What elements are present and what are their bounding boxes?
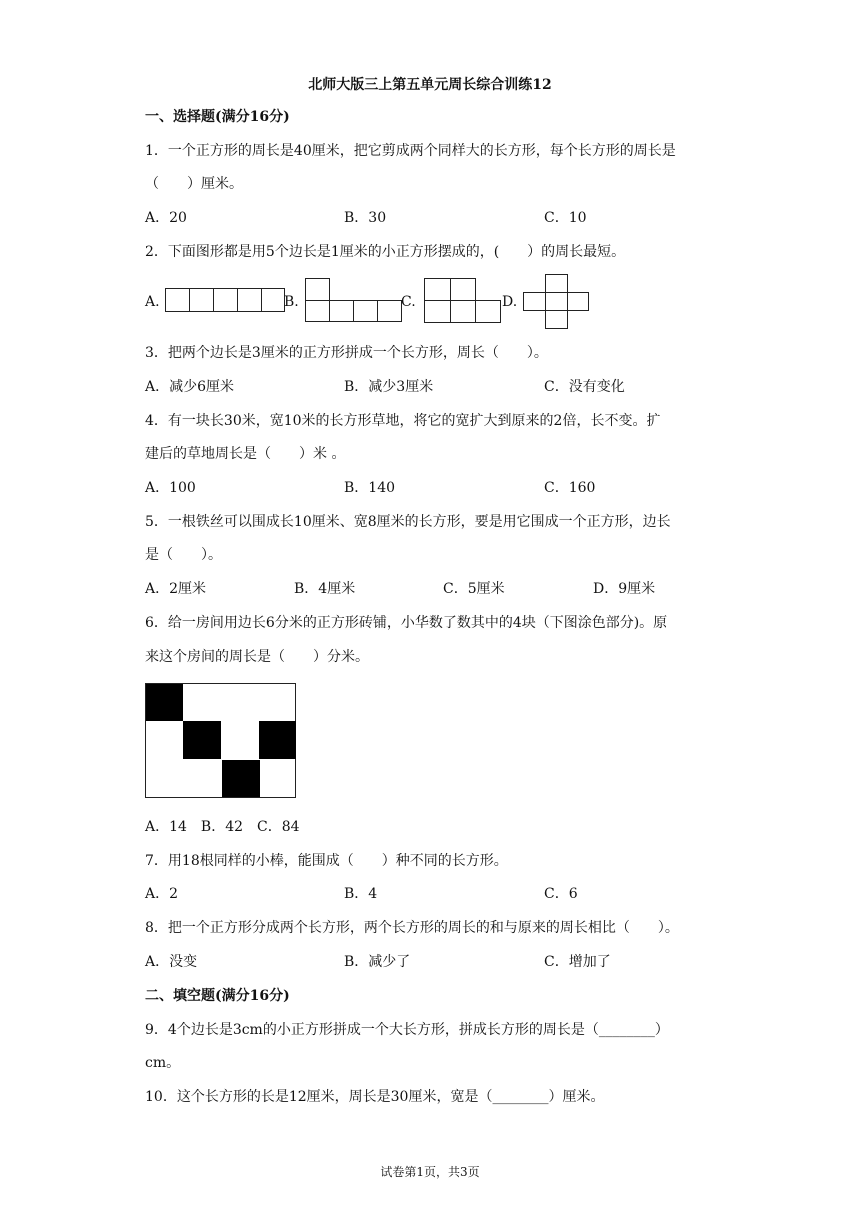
question-6-options: A．14 B．42 C．84	[145, 819, 300, 835]
figure-d-cross-shape	[523, 274, 589, 329]
question-1-option-c: C．10	[544, 210, 587, 226]
question-3-text: 3．把两个边长是3厘米的正方形拼成一个长方形，周长（ ）。	[145, 345, 548, 361]
section-heading-fill: 二、填空题(满分16分)	[145, 988, 290, 1004]
question-3-option-b: B．减少3厘米	[344, 379, 434, 395]
question-1-option-b: B．30	[344, 210, 387, 226]
room-tile-figure	[145, 683, 296, 798]
question-8-option-a: A．没变	[145, 954, 198, 970]
question-1-text-cont: （ ）厘米。	[145, 176, 243, 192]
page-title: 北师大版三上第五单元周长综合训练12	[308, 77, 552, 93]
shaded-tile	[146, 684, 183, 721]
question-7-option-a: A．2	[145, 886, 179, 902]
question-4-option-a: A．100	[145, 480, 196, 496]
question-8-option-b: B．减少了	[344, 954, 411, 970]
page-footer: 试卷第1页，共3页	[380, 1165, 480, 1179]
question-9-text: 9．4个边长是3cm的小正方形拼成一个大长方形，拼成长方形的周长是（________）	[145, 1022, 669, 1038]
question-4-option-c: C．160	[544, 480, 596, 496]
question-2-text: 2．下面图形都是用5个边长是1厘米的小正方形摆成的，( ）的周长最短。	[145, 244, 626, 260]
question-6-text-cont: 来这个房间的周长是（ ）分米。	[145, 649, 369, 665]
question-10-text: 10．这个长方形的长是12厘米，周长是30厘米，宽是（________）厘米。	[145, 1089, 605, 1105]
question-7-option-b: B．4	[344, 886, 378, 902]
question-6-text: 6．给一房间用边长6分米的正方形砖铺，小华数了数其中的4块（下图涂色部分)。原	[145, 615, 668, 631]
question-5-option-c: C．5厘米	[443, 581, 505, 597]
question-2-label-a: A.	[145, 294, 160, 310]
question-2-label-d: D.	[502, 294, 518, 310]
question-8-option-c: C．增加了	[544, 954, 611, 970]
figure-b-l-shape	[305, 278, 402, 322]
question-5-text: 5．一根铁丝可以围成长10厘米、宽8厘米的长方形，要是用它围成一个正方形，边长	[145, 514, 671, 530]
question-7-text: 7．用18根同样的小棒，能围成（ ）种不同的长方形。	[145, 853, 508, 869]
figure-a-five-in-row	[165, 288, 285, 312]
question-2-label-c: C.	[401, 294, 416, 310]
question-8-text: 8．把一个正方形分成两个长方形，两个长方形的周长的和与原来的周长相比（ ）。	[145, 920, 679, 936]
section-heading-choice: 一、选择题(满分16分)	[145, 109, 290, 125]
question-5-text-cont: 是（ ）。	[145, 547, 222, 563]
question-4-text: 4．有一块长30米，宽10米的长方形草地，将它的宽扩大到原来的2倍，长不变。扩	[145, 413, 661, 429]
question-9-text-cont: cm。	[145, 1055, 181, 1071]
question-5-option-a: A．2厘米	[145, 581, 207, 597]
shaded-tile	[183, 721, 221, 759]
question-4-text-cont: 建后的草地周长是（ ）米 。	[145, 446, 346, 462]
question-1-text: 1．一个正方形的周长是40厘米，把它剪成两个同样大的长方形，每个长方形的周长是	[145, 143, 676, 159]
question-3-option-c: C．没有变化	[544, 379, 625, 395]
question-2-label-b: B.	[284, 294, 299, 310]
question-5-option-b: B．4厘米	[294, 581, 356, 597]
question-1-option-a: A．20	[145, 210, 187, 226]
shaded-tile	[259, 721, 296, 759]
shaded-tile	[222, 760, 260, 797]
question-5-option-d: D．9厘米	[593, 581, 656, 597]
figure-c-block-shape	[424, 278, 501, 323]
question-4-option-b: B．140	[344, 480, 396, 496]
question-7-option-c: C．6	[544, 886, 578, 902]
question-3-option-a: A．减少6厘米	[145, 379, 235, 395]
